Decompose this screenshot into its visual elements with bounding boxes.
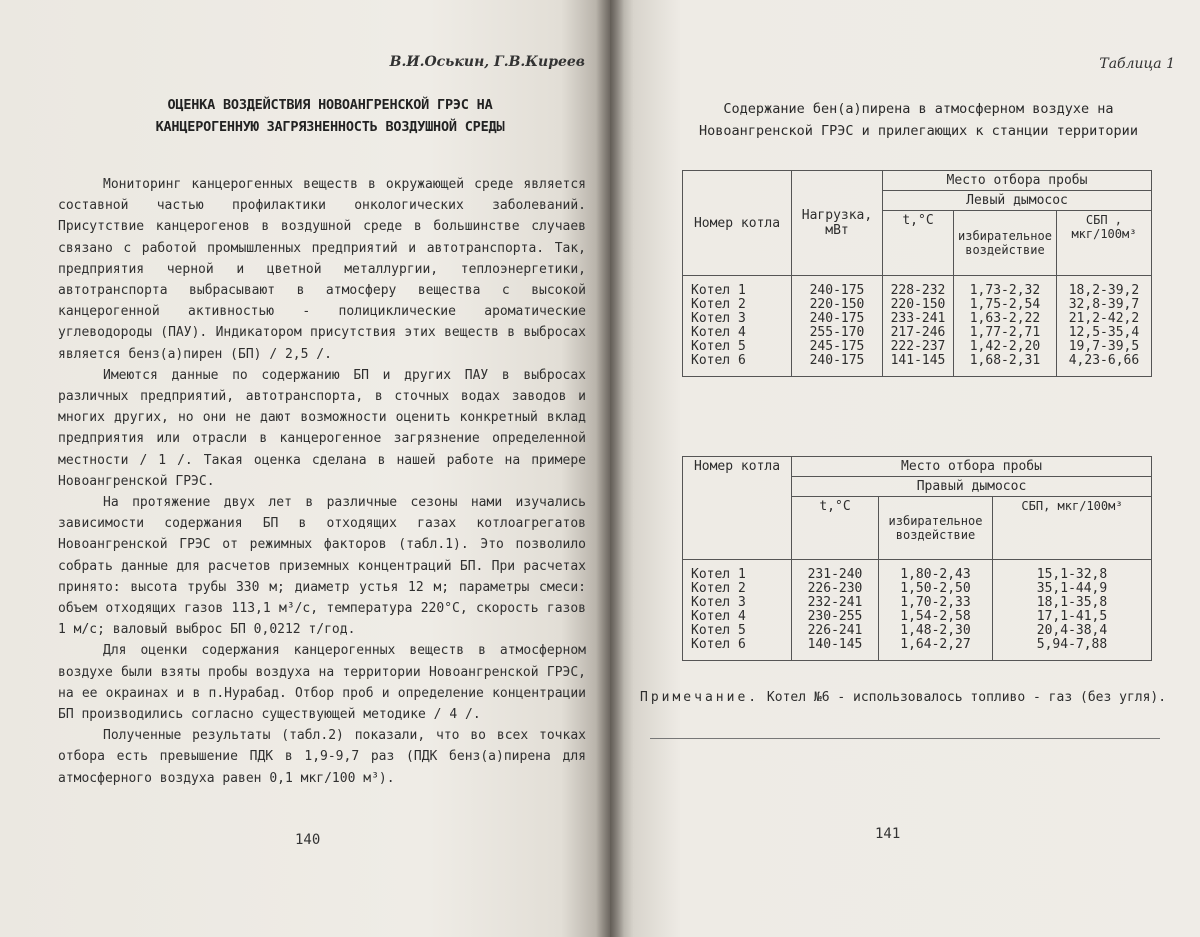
cell-boiler: Котел 3	[683, 312, 792, 326]
authors: В.И.Оськин, Г.В.Киреев	[389, 54, 585, 70]
cell-load: 240-175	[792, 276, 883, 299]
table-row	[683, 276, 1152, 299]
cell-sel: 1,50-2,50	[879, 582, 993, 596]
table-title	[676, 98, 1161, 142]
page-number-right: 141	[875, 826, 901, 842]
cell-sel: 1,75-2,54	[954, 298, 1057, 312]
cell-boiler: Котел 4	[683, 610, 792, 624]
cell-sel: 1,77-2,71	[954, 326, 1057, 340]
table-label: Таблица 1	[1099, 56, 1175, 72]
table-row	[683, 596, 1152, 610]
cell-t: 226-241	[792, 624, 879, 638]
table-row	[683, 326, 1152, 340]
cell-boiler: Котел 5	[683, 340, 792, 354]
cell-t: 217-246	[883, 326, 954, 340]
cell-t: 226-230	[792, 582, 879, 596]
table-note	[640, 688, 1180, 708]
table-title-line-1: Содержание бен(а)пирена в атмосферном воздухе на	[723, 101, 1114, 117]
cell-boiler: Котел 5	[683, 624, 792, 638]
cell-sel: 1,73-2,32	[954, 276, 1057, 299]
cell-sel: 1,63-2,22	[954, 312, 1057, 326]
cell-t: 228-232	[883, 276, 954, 299]
cell-sbp: 18,1-35,8	[993, 596, 1152, 610]
paragraph-2: Имеются данные по содержанию БП и других ПАУ в выбросах различных предприятий, автотранспорта, в сточных водах заводов и многих других, но они не дают возможности оценить конкретный вклад предприятия или отрасли в канцерогенное загрязнение определенной местности / 1 /. Такая оценка сделана в нашей работе на примере Новоангренской ГРЭС.	[58, 367, 586, 489]
cell-t: 230-255	[792, 610, 879, 624]
paragraph-1: Мониторинг канцерогенных веществ в окружающей среде является составной частью профилактики онкологических заболеваний. Присутствие канцерогенов в воздушной среде в большинстве случаев связано с работой промышленных предприятий и автотранспорта. Так, предприятия черной и цветной металлургии, теплоэнергетики, автотранспорта выбрасывают в атмосферу вещества с высокой канцерогенной активностью - полициклические ароматические углеводороды (ПАУ). Индикатором присутствия этих веществ в выбросах является бенз(а)пирен (БП) / 2,5 /.	[58, 177, 586, 362]
header-boiler: Номер котла	[683, 457, 792, 560]
header-temperature: t,°С	[792, 497, 879, 560]
cell-boiler: Котел 3	[683, 596, 792, 610]
table-row	[683, 638, 1152, 661]
table-title-line-2: Новоангренской ГРЭС и прилегающих к станции территории	[699, 123, 1138, 139]
cell-sel: 1,42-2,20	[954, 340, 1057, 354]
header-boiler: Номер котла	[683, 171, 792, 276]
cell-sbp: 35,1-44,9	[993, 582, 1152, 596]
cell-sbp: 17,1-41,5	[993, 610, 1152, 624]
book-gutter	[596, 0, 624, 937]
table-row	[683, 560, 1152, 583]
article-body	[58, 174, 586, 789]
cell-sbp: 15,1-32,8	[993, 560, 1152, 583]
cell-sel: 1,68-2,31	[954, 354, 1057, 377]
header-selective: избирательное воздействие	[954, 211, 1057, 276]
divider-line	[650, 738, 1160, 739]
cell-load: 220-150	[792, 298, 883, 312]
header-load: Нагрузка, мВт	[792, 171, 883, 276]
header-temperature: t,°С	[883, 211, 954, 276]
cell-sbp: 4,23-6,66	[1056, 354, 1151, 377]
cell-sbp: 19,7-39,5	[1056, 340, 1151, 354]
table-left-fan	[682, 170, 1152, 377]
cell-load: 255-170	[792, 326, 883, 340]
cell-t: 222-237	[883, 340, 954, 354]
header-selective: избирательное воздействие	[879, 497, 993, 560]
header-place: Место отбора пробы	[792, 457, 1152, 477]
cell-sbp: 21,2-42,2	[1056, 312, 1151, 326]
table-right-fan	[682, 456, 1152, 661]
cell-boiler: Котел 2	[683, 298, 792, 312]
cell-sbp: 18,2-39,2	[1056, 276, 1151, 299]
cell-sbp: 12,5-35,4	[1056, 326, 1151, 340]
paragraph-3: На протяжение двух лет в различные сезоны нами изучались зависимости содержания БП в отходящих газах котлоагрегатов Новоангренской ГРЭС от режимных факторов (табл.1). Это позволило собрать данные для расчетов приземных концентраций БП. При расчетах принято: высота трубы 330 м; диаметр устья 12 м; параметры смеси: объем отходящих газов 113,1 м³/с, температура 220°С, скорость газов 1 м/с; валовый выброс БП 0,0212 т/год.	[58, 495, 586, 638]
cell-sbp: 20,4-38,4	[993, 624, 1152, 638]
title-line-1: ОЦЕНКА ВОЗДЕЙСТВИЯ НОВОАНГРЕНСКОЙ ГРЭС НА	[167, 97, 493, 113]
cell-load: 240-175	[792, 354, 883, 377]
page-number-left: 140	[295, 832, 321, 848]
table-row	[683, 624, 1152, 638]
cell-load: 240-175	[792, 312, 883, 326]
header-sbp: СБП , мкг/100м³	[1056, 211, 1151, 276]
cell-t: 140-145	[792, 638, 879, 661]
note-label: Примечание.	[640, 690, 760, 705]
title-line-2: КАНЦЕРОГЕННУЮ ЗАГРЯЗНЕННОСТЬ ВОЗДУШНОЙ СРЕДЫ	[155, 119, 505, 135]
table-row	[683, 354, 1152, 377]
table-row	[683, 340, 1152, 354]
cell-sel: 1,64-2,27	[879, 638, 993, 661]
table-row	[683, 582, 1152, 596]
cell-sel: 1,54-2,58	[879, 610, 993, 624]
paragraph-5: Полученные результаты (табл.2) показали, что во всех точках отбора есть превышение ПДК в 1,9-9,7 раз (ПДК бенз(а)пирена для атмосферного воздуха равен 0,1 мкг/100 м³).	[58, 728, 586, 786]
cell-boiler: Котел 6	[683, 638, 792, 661]
cell-sel: 1,48-2,30	[879, 624, 993, 638]
cell-boiler: Котел 6	[683, 354, 792, 377]
table-row	[683, 610, 1152, 624]
cell-t: 231-240	[792, 560, 879, 583]
cell-sbp: 5,94-7,88	[993, 638, 1152, 661]
header-side: Левый дымосос	[883, 191, 1152, 211]
article-title	[100, 94, 560, 138]
header-place: Место отбора пробы	[883, 171, 1152, 191]
cell-t: 233-241	[883, 312, 954, 326]
header-side: Правый дымосос	[792, 477, 1152, 497]
paragraph-4: Для оценки содержания канцерогенных веществ в атмосферном воздухе были взяты пробы воздуха на территории Новоангренской ГРЭС, на ее окраинах и в п.Нурабад. Отбор проб и определение концентрации БП производились согласно существующей методике / 4 /.	[58, 643, 586, 723]
table-row	[683, 298, 1152, 312]
cell-sel: 1,80-2,43	[879, 560, 993, 583]
cell-t: 220-150	[883, 298, 954, 312]
cell-load: 245-175	[792, 340, 883, 354]
note-text: Котел №6 - использовалось топливо - газ (без угля).	[759, 690, 1167, 705]
cell-t: 141-145	[883, 354, 954, 377]
cell-t: 232-241	[792, 596, 879, 610]
cell-boiler: Котел 4	[683, 326, 792, 340]
header-sbp: СБП, мкг/100м³	[993, 497, 1152, 560]
cell-boiler: Котел 2	[683, 582, 792, 596]
cell-boiler: Котел 1	[683, 560, 792, 583]
cell-sel: 1,70-2,33	[879, 596, 993, 610]
cell-boiler: Котел 1	[683, 276, 792, 299]
cell-sbp: 32,8-39,7	[1056, 298, 1151, 312]
table-row	[683, 312, 1152, 326]
